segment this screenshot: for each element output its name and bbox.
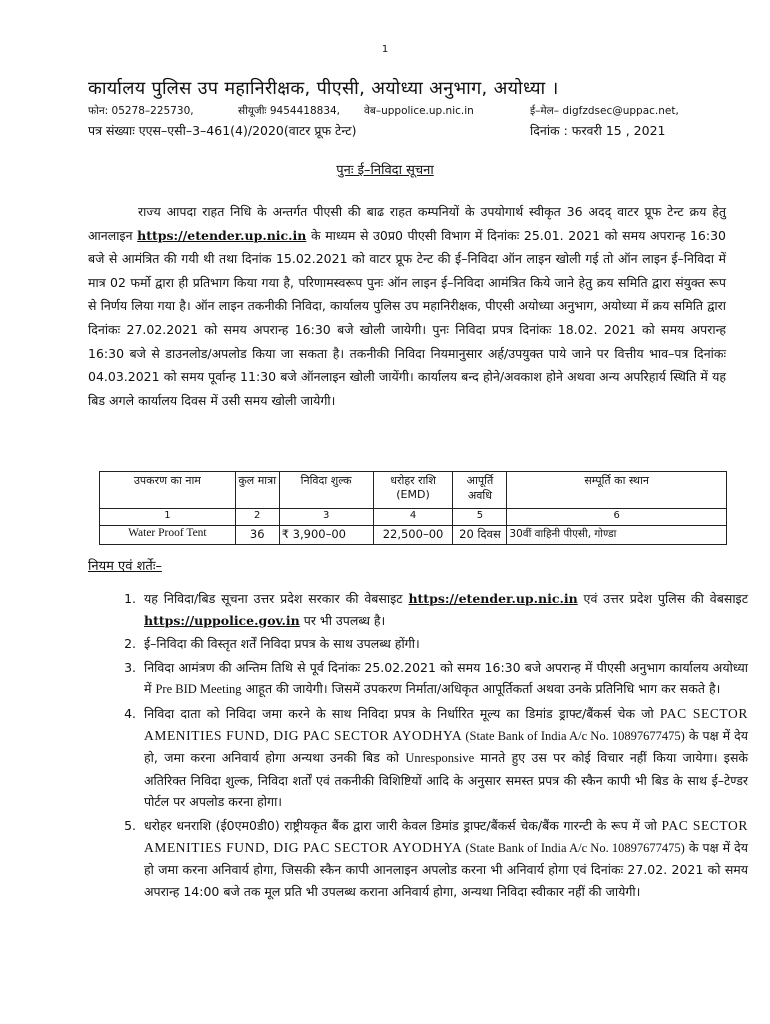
uppolice-link[interactable]: https://uppolice.gov.in xyxy=(144,612,300,628)
list-item xyxy=(140,588,748,631)
list-item xyxy=(140,657,748,701)
terms-heading: नियम एवं शर्तेः– xyxy=(88,559,162,574)
term-text: आहूत की जायेगी। जिसमें उपकरण निर्माता/अधिकृत आपूर्तिकर्ता अथवा उनके प्रतिनिधि भाग कर सकते है। xyxy=(241,681,721,697)
phone-number: फोन: 05278–225730, xyxy=(88,105,194,117)
pre-bid-meeting: Pre BID Meeting xyxy=(155,682,242,697)
col-number: 5 xyxy=(453,509,507,526)
header-emd: धरोहर राशि (EMD) xyxy=(373,472,453,509)
tender-table xyxy=(99,471,727,545)
col-number: 3 xyxy=(279,509,373,526)
header-supply-period: आपूर्ति अवधि xyxy=(453,472,507,509)
fund-name: PAC SECTOR AMENITIES FUND, DIG PAC SECTOR AYODHYA xyxy=(144,817,748,855)
paragraph-text-2: के माध्यम से उ0प्र0 पीएसी विभाग में दिनांकः 25.01. 2021 को समय अपरान्ह 16:30 बजे से आमंत्रित की गयी थी तथा दिनांक 15.02.2021 को वाटर प्रूफ टेन्ट की ई–निविदा ऑन लाइन खोली गई तो ऑन लाइन ई–निविदा में मात्र 02 फर्मो द्वारा ही प्रतिभाग किया गया है, परिणामस्वरूप पुनः ऑन लाइन ई–निविदा आमंत्रित किये जाने हेतु क्रय समिति द्वारा संयुक्त रूप से निर्णय लिया गया है। ऑन लाइन तकनीकी निविदा, कार्यालय पुलिस उप महानिरीक्षक, पीएसी अयोध्या अनुभाग, अयोध्या में क्रय समिति द्वारा दिनांकः 27.02.2021 को समय अपरान्ह 16:30 बजे खोली जायेगी। पुनः निविदा प्रपत्र दिनांकः 18.02. 2021 को समय अपरान्ह 16:30 बजे से डाउनलोड/अपलोड किया जा सकता है। तकनीकी निविदा नियमानुसार अर्ह/उपयुक्त पाये जाने पर वित्तीय भाव–पत्र दिनांकः 04.03.2021 को समय पूर्वान्ह 11:30 बजे ऑनलाइन खोली जायेंगी। कार्यालय बन्द होने/अवकाश होने अथवा अन्य अपरिहार्य स्थिति में यह बिड अगले कार्यालय दिवस में उसी समय खोली जायेगी। xyxy=(88,227,726,408)
etender-link[interactable]: https://etender.up.nic.in xyxy=(137,227,307,243)
letter-reference: पत्र संख्याः एएस–एसी–3–461(4)/2020(वाटर प्रूफ टेन्ट) xyxy=(88,123,357,138)
terms-list xyxy=(118,588,748,904)
col-number: 4 xyxy=(373,509,453,526)
term-text: ई–निविदा की विस्तृत शर्तें निविदा प्रपत्र के साथ उपलब्ध होंगी। xyxy=(144,636,420,652)
term-text: मानते हुए उस पर कोई विचार नहीं किया जायेगा। इसके अतिरिक्त निविदा शुल्क, निविदा शर्तों एवं तकनीकी विशिष्टियों आदि के अनुसार समस्त प्रपत्र की स्कैन कापी भी बिड के साथ ई–टेण्डर पोर्टल पर अपलोड करना होगा। xyxy=(144,750,748,810)
table-number-row xyxy=(100,509,727,526)
col-number: 2 xyxy=(235,509,279,526)
website: वेब–uppolice.up.nic.in xyxy=(364,105,474,117)
term-text: एवं उत्तर प्रदेश पुलिस की वेबसाइट xyxy=(577,591,748,606)
cell-tender-fee: ₹ 3,900–00 xyxy=(279,526,373,545)
letter-date: दिनांक : फरवरी 15 , 2021 xyxy=(530,123,666,138)
paragraph-text-1: राज्य आपदा राहत निधि के अन्तर्गत पीएसी की बाढ राहत कम्पनियों के उपयोगार्थ स्वीकृत 36 अदद् वाटर प्रूफ टेन्ट क्रय हेतु आनलाइन xyxy=(88,204,726,243)
table-header-row xyxy=(100,472,727,509)
term-text: यह निविदा/बिड सूचना उत्तर प्रदेश सरकार की वेबसाइट xyxy=(144,591,409,606)
col-number: 6 xyxy=(507,509,727,526)
page-number: 1 xyxy=(381,44,389,55)
notice-paragraph xyxy=(88,200,726,412)
term-text: निविदा आमंत्रण की अन्तिम तिथि से पूर्व दिनांकः 25.02.2021 को समय 16:30 बजे अपरान्ह में पीएसी अनुभाग कार्यालय अयोध्या में xyxy=(144,659,748,697)
header-item-name: उपकरण का नाम xyxy=(100,472,236,509)
cell-delivery-place: 30वीं वाहिनी पीएसी, गोण्डा xyxy=(507,526,727,545)
office-heading: कार्यालय पुलिस उप महानिरीक्षक, पीएसी, अयोध्या अनुभाग, अयोध्या । xyxy=(88,78,559,99)
header-quantity: कुल मात्रा xyxy=(235,472,279,509)
bank-account: (State Bank of India A/c No. 10897677475) xyxy=(462,840,685,855)
cell-item-name: Water Proof Tent xyxy=(100,526,236,545)
bank-account: (State Bank of India A/c No. 10897677475) xyxy=(462,728,685,743)
cell-supply-period: 20 दिवस xyxy=(453,526,507,545)
list-item xyxy=(140,703,748,813)
email: ई–मेल– digfzdsec@uppac.net, xyxy=(530,105,679,117)
term-text: निविदा दाता को निविदा जमा करने के साथ निविदा प्रपत्र के निर्धारित मूल्य का डिमांड ड्राफ्ट/बैंकर्स चेक जो xyxy=(144,705,660,721)
table-row xyxy=(100,526,727,545)
notice-subject xyxy=(0,160,770,178)
header-delivery-place: सम्पूर्ति का स्थान xyxy=(507,472,727,509)
cug-number: सीयूजीः 9454418834, xyxy=(238,105,341,117)
term-text: के पक्ष में देय हो जमा करना अनिवार्य होगा, जिसकी स्कैन कापी आनलाइन अपलोड करना भी अनिवार्य होगा एवं दिनांकः 27.02. 2021 को समय अपरान्ह 14:00 बजे तक मूल प्रति भी उपलब्ध कराना अनिवार्य होगा, अन्यथा निविदा स्वीकार नहीं की जायेगी। xyxy=(144,839,749,899)
term-text: के पक्ष में देय हो, जमा करना अनिवार्य होगा अन्यथा उनकी बिड को xyxy=(144,727,749,766)
col-number: 1 xyxy=(100,509,236,526)
cell-quantity: 36 xyxy=(235,526,279,545)
term-text: पर भी उपलब्ध है। xyxy=(299,612,386,628)
fund-name: PAC SECTOR AMENITIES FUND, DIG PAC SECTOR AYODHYA xyxy=(144,705,748,743)
notice-subject-text: पुनः ई–निविदा सूचना xyxy=(336,163,434,178)
list-item xyxy=(140,815,748,902)
header-tender-fee: निविदा शुल्क xyxy=(279,472,373,509)
cell-emd: 22,500–00 xyxy=(373,526,453,545)
etender-link[interactable]: https://etender.up.nic.in xyxy=(408,591,578,606)
list-item xyxy=(140,633,748,655)
unresponsive-term: Unresponsive xyxy=(405,751,475,766)
term-text: धरोहर धनराशि (ई0एम0डी0) राष्ट्रीयकृत बैंक द्वारा जारी केवल डिमांड ड्राफ्ट/बैंकर्स चेक/बैंक गारन्टी के रूप में जो xyxy=(144,817,662,833)
